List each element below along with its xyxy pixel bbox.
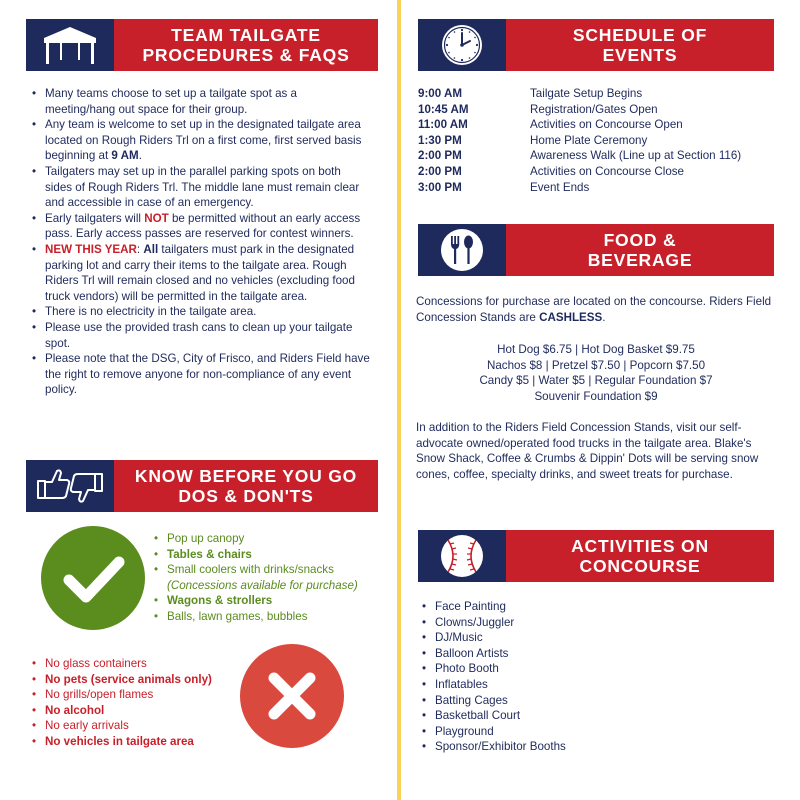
baseball-icon bbox=[418, 530, 506, 582]
schedule-event: Registration/Gates Open bbox=[530, 102, 658, 116]
list-item bbox=[30, 320, 370, 351]
list-item bbox=[30, 687, 240, 703]
list-item: • Face Painting bbox=[420, 599, 760, 615]
faq-text: There is no electricity in the tailgate area. bbox=[45, 305, 257, 319]
fork-spoon-icon bbox=[418, 224, 506, 276]
list-item bbox=[152, 562, 380, 593]
know-title-line1: KNOW BEFORE YOU GO bbox=[134, 466, 358, 486]
donts-list bbox=[30, 656, 240, 750]
x-mark-icon bbox=[240, 644, 344, 748]
do-item-note: (Concessions available for purchase) bbox=[167, 578, 358, 592]
dont-item-text: No alcohol bbox=[45, 703, 105, 717]
schedule-time: 10:45 AM bbox=[418, 102, 469, 116]
food-section-header bbox=[418, 224, 774, 276]
list-item: • Sponsor/Exhibitor Booths bbox=[420, 739, 760, 755]
dont-item-text: No glass containers bbox=[45, 657, 147, 670]
faq-text: : bbox=[136, 242, 144, 256]
faq-text: tailgaters must park in the designated parking lot and carry their items to the tailgate area. Rough Riders Trl will remain closed and no vehicles (excluding food truck vendors) will be permitted in the tailgate area. bbox=[45, 242, 355, 303]
schedule-time: 11:00 AM bbox=[418, 118, 468, 132]
schedule-event: Activities on Concourse Close bbox=[530, 164, 685, 178]
faq-highlight: All bbox=[143, 242, 159, 256]
know-before-section-title bbox=[114, 460, 378, 512]
dont-item-text: No pets (service animals only) bbox=[45, 672, 212, 686]
dont-item-text: No vehicles in tailgate area bbox=[45, 734, 194, 748]
activities-list bbox=[420, 599, 760, 755]
dos-list bbox=[152, 531, 380, 625]
know-title-line2: DOS & DON'TS bbox=[178, 486, 314, 506]
do-item-text: Wagons & strollers bbox=[167, 594, 273, 608]
schedule-title-line2: EVENTS bbox=[602, 45, 678, 65]
list-item bbox=[30, 304, 370, 320]
food-section-title bbox=[506, 224, 774, 276]
dont-item-text: No grills/open flames bbox=[45, 688, 154, 702]
schedule-time: 2:00 PM bbox=[418, 149, 462, 163]
canopy-tent-icon bbox=[26, 19, 114, 71]
table-row bbox=[418, 117, 778, 133]
do-item-text: Small coolers with drinks/snacks bbox=[167, 563, 334, 577]
column-divider bbox=[397, 0, 401, 800]
clock-icon bbox=[418, 19, 506, 71]
list-item bbox=[30, 656, 240, 672]
faq-text: Many teams choose to set up a tailgate spot as a meeting/hang out space for their group. bbox=[45, 87, 297, 116]
list-item: • Batting Cages bbox=[420, 693, 760, 709]
table-row bbox=[418, 148, 778, 164]
list-item: • Playground bbox=[420, 724, 760, 740]
list-item bbox=[30, 672, 240, 688]
faq-text: Any team is welcome to set up in the designated tailgate area located on Rough Riders Trl on a first come, first served basis beginning at bbox=[45, 118, 362, 163]
faq-text: Please note that the DSG, City of Frisco, and Riders Field have the right to remove anyone for non-compliance of any event policy. bbox=[45, 352, 370, 397]
cashless-label: CASHLESS bbox=[539, 310, 603, 324]
schedule-time: 1:30 PM bbox=[418, 133, 462, 147]
dont-item-text: No early arrivals bbox=[45, 719, 129, 733]
list-item: • Inflatables bbox=[420, 677, 760, 693]
schedule-section-title bbox=[506, 19, 774, 71]
schedule-time: 9:00 AM bbox=[418, 87, 463, 100]
activities-title-line1: ACTIVITIES ON bbox=[571, 536, 709, 556]
list-item bbox=[30, 718, 240, 734]
table-row bbox=[418, 86, 778, 102]
tailgate-title-line2: PROCEDURES & FAQS bbox=[142, 45, 350, 65]
price-line: Candy $5 | Water $5 | Regular Foundation $7 bbox=[479, 374, 713, 388]
table-row bbox=[418, 102, 778, 118]
list-item: • Clowns/Juggler bbox=[420, 615, 760, 631]
food-trucks-text: In addition to the Riders Field Concession Stands, visit our self-advocate owned/operated food trucks in the tailgate area. Blake's Snow Shack, Coffee & Crumbs & Dippin' Dots will be serving snow cones, coffee, specialty drinks, and sweet treats for purchase. bbox=[416, 421, 759, 481]
list-item bbox=[152, 609, 380, 625]
schedule-event: Awareness Walk (Line up at Section 116) bbox=[530, 149, 742, 163]
activities-title-line2: CONCOURSE bbox=[579, 556, 701, 576]
schedule-event: Activities on Concourse Open bbox=[530, 118, 683, 132]
do-item-text: Tables & chairs bbox=[167, 547, 252, 561]
schedule-event: Home Plate Ceremony bbox=[530, 133, 648, 147]
list-item bbox=[152, 531, 380, 547]
list-item bbox=[152, 547, 380, 563]
table-row bbox=[418, 180, 778, 196]
list-item bbox=[30, 211, 370, 242]
food-intro-main: Concessions for purchase are located on the concourse. Riders Field Concession Stands are bbox=[416, 295, 772, 324]
know-before-section-header bbox=[26, 460, 378, 512]
do-item-text: Pop up canopy bbox=[167, 532, 245, 545]
food-title-line2: BEVERAGE bbox=[587, 250, 693, 270]
list-item bbox=[30, 164, 370, 211]
schedule-time: 2:00 PM bbox=[418, 164, 462, 178]
schedule-time: 3:00 PM bbox=[418, 180, 462, 194]
faq-text: Early tailgaters will bbox=[45, 211, 145, 225]
list-item: • DJ/Music bbox=[420, 630, 760, 646]
tailgate-faq-list bbox=[30, 86, 370, 398]
faq-text: . bbox=[138, 149, 142, 163]
list-item bbox=[152, 593, 380, 609]
list-item bbox=[30, 117, 370, 164]
tailgate-section-title bbox=[114, 19, 378, 71]
price-line: Hot Dog $6.75 | Hot Dog Basket $9.75 bbox=[497, 343, 695, 356]
list-item bbox=[30, 86, 370, 117]
activities-section-header bbox=[418, 530, 774, 582]
schedule-title-line1: SCHEDULE OF bbox=[572, 25, 708, 45]
faq-highlight: NOT bbox=[144, 211, 169, 225]
faq-highlight: 9 AM bbox=[111, 149, 139, 163]
table-row bbox=[418, 164, 778, 180]
list-item: • Balloon Artists bbox=[420, 646, 760, 662]
list-item bbox=[30, 351, 370, 398]
activities-section-title bbox=[506, 530, 774, 582]
faq-text: be permitted without an early access pass. Early access passes are reserved for contest winners. bbox=[45, 211, 361, 241]
price-line: Nachos $8 | Pretzel $7.50 | Popcorn $7.50 bbox=[486, 358, 706, 372]
new-this-year-label: NEW THIS YEAR bbox=[45, 242, 137, 256]
table-row bbox=[418, 133, 778, 149]
schedule-section-header bbox=[418, 19, 774, 71]
tailgate-title-line1: TEAM TAILGATE bbox=[171, 25, 321, 45]
checkmark-icon bbox=[41, 526, 145, 630]
faq-text: Tailgaters may set up in the parallel parking spots on both sides of Rough Riders Trl. The middle lane must remain clear and accessible in case of an emergency. bbox=[45, 164, 360, 210]
list-item: • Photo Booth bbox=[420, 661, 760, 677]
tailgate-section-header bbox=[26, 19, 378, 71]
list-item bbox=[30, 242, 370, 304]
schedule-table bbox=[418, 86, 778, 195]
food-title-line1: FOOD & bbox=[603, 230, 677, 250]
schedule-event: Event Ends bbox=[530, 180, 590, 194]
food-price-list bbox=[416, 342, 776, 404]
food-intro-end: . bbox=[602, 310, 606, 324]
list-item bbox=[30, 734, 240, 750]
price-line: Souvenir Foundation $9 bbox=[534, 389, 658, 403]
do-item-text: Balls, lawn games, bubbles bbox=[167, 609, 308, 623]
list-item bbox=[30, 703, 240, 719]
thumbs-up-down-icon bbox=[26, 460, 114, 512]
food-intro-text bbox=[416, 294, 776, 325]
faq-text: Please use the provided trash cans to clean up your tailgate spot. bbox=[45, 320, 353, 350]
list-item: • Basketball Court bbox=[420, 708, 760, 724]
schedule-event: Tailgate Setup Begins bbox=[530, 87, 643, 100]
